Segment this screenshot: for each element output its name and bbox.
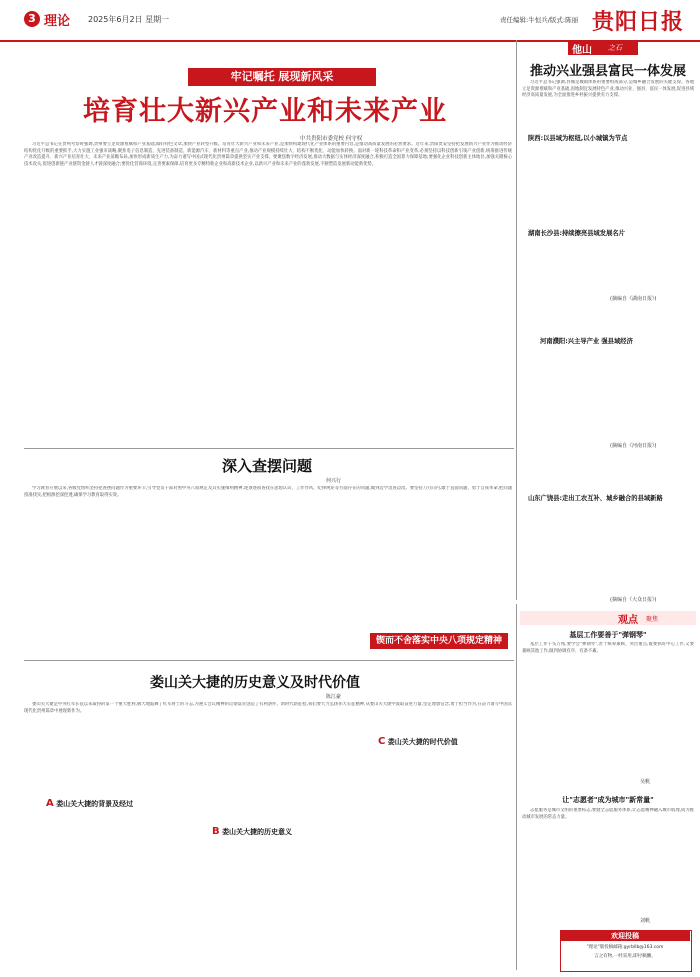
middle-byline: 何兴行 [326, 478, 342, 484]
view-item-body [522, 808, 694, 920]
view-item-author: 吴帆 [640, 779, 651, 785]
editor-credit: 责任编辑:牛恒兵/版式:陈丽 [500, 16, 579, 24]
sidebar-item-heading: 湖南长沙县:持续擦亮县域发展名片 [528, 230, 625, 237]
bottom-headline: 娄山关大捷的历史意义及时代价值 [150, 675, 360, 691]
lead-byline: 中共贵阳市委党校 何守权 [300, 136, 363, 142]
sidebar-title: 推动兴业强县富民一体发展 [529, 64, 686, 79]
bottom-section-heading: A 娄山关大捷的背景及经过 [46, 798, 134, 809]
view-tag-sub: 聚焦 [646, 616, 659, 623]
section-a-title: 娄山关大捷的背景及经过 [56, 800, 134, 808]
middle-article-body [24, 486, 512, 626]
sidebar-item-source: (摘编自《河南日报》) [610, 443, 657, 449]
section-number-badge: 3 [24, 11, 40, 27]
sidebar-tag-main: 他山 [572, 45, 592, 56]
lead-paragraph: 习近平总书记在贵州考察时强调,贵州要立足资源禀赋和产业基础,做好特色文章,加快产业转型升级。培育壮大新兴产业和未来产业,是加快构建现代化产业体系的重要内容,是推动高质量发展的必然要求。近年来,贵阳贵安坚持把发展新兴产业作为推动经济结构优化升级的重要抓手,大力实施工业强市战略,聚焦电子信息制造、先进装备制造、新能源汽车、新材料等重点产业,推动产业规模持续壮大、结构不断优化、动能加快转换。面对新一轮科技革命和产业变革,必须坚持以科技创新引领产业创新,统筹推进传统产业改造提升、新兴产业培育壮大、未来产业前瞻布局,加快形成新质生产力,为奋力谱写中国式现代化贵州篇章提供坚实产业支撑。要聚焦数字经济发展,推动大数据与实体经济深度融合,积极打造全国算力保障基地;要强化企业科技创新主体地位,加强关键核心技术攻关,促进创新链产业链资金链人才链深度融合;要优化营商环境,完善要素保障,培育更多专精特新企业和高新技术企业,以新兴产业和未来产业的蓬勃发展,不断塑造发展新动能新优势。 [24, 142, 512, 168]
sidebar-item-heading: 河南濮阳:兴主导产业 强县域经济 [540, 338, 633, 345]
sidebar-item-source: (摘编自《大众日报》) [610, 597, 657, 603]
column-divider [516, 40, 517, 600]
view-tag-main: 观点 [618, 615, 638, 626]
view-item-body [522, 642, 694, 782]
submission-note: 言之有物,一经采用,即付稿酬。 [594, 954, 656, 959]
sidebar-intro [522, 80, 694, 130]
section-divider [24, 660, 514, 661]
lead-headline: 培育壮大新兴产业和未来产业 [83, 96, 447, 127]
bottom-section-heading: B 娄山关大捷的历史意义 [212, 826, 293, 837]
section-b-title: 娄山关大捷的历史意义 [222, 828, 293, 836]
bottom-paragraph: 娄山关大捷是中央红军长征以来取得的第一个重大胜利,极大地鼓舞了红军将士的斗志,为遵义会议精神的贯彻落实创造了有利条件。新时代新征程,我们要大力弘扬伟大长征精神,从娄山关大捷中汲取奋进力量,坚定理想信念,勇于担当作为,在奋力谱写中国式现代化贵州篇章中展现新作为。 [24, 702, 512, 714]
sidebar-item-heading: 山东广饶县:走出工农互补、城乡融合的县域新路 [528, 495, 663, 502]
submission-email: "理论"版投稿邮箱:gyrbllb@163.com [586, 945, 664, 950]
view-item-author: 刘帆 [640, 918, 651, 924]
sidebar-paragraph: 习近平总书记强调,县城是城镇体系的重要组成部分,是城乡融合发展的关键支撑。各地立足资源禀赋和产业基础,因地制宜发展特色产业,推动兴业、强县、富民一体发展,促进县域经济高质量发展,为全面推进乡村振兴提供有力支撑。 [522, 80, 694, 99]
sidebar-item-heading: 陕西:以县域为枢纽,以小城镇为节点 [528, 135, 628, 142]
middle-headline: 深入查摆问题 [222, 457, 313, 475]
issue-date: 2025年6月2日 星期一 [88, 15, 170, 24]
view-item-headline: 基层工作要善于"弹钢琴" [569, 631, 647, 639]
middle-banner: 锲而不舍落实中央八项规定精神 [370, 633, 508, 649]
view-paragraph: 志愿服务是城市文明的重要标志,要健全志愿服务体系,让志愿精神融入城市肌理,成为推动城市发展的常态力量。 [522, 808, 694, 820]
bottom-byline: 陈江豪 [326, 694, 342, 700]
view-item-headline: 让"志愿者"成为城市"新常量" [562, 796, 654, 804]
middle-paragraph: 学习教育开展以来,各级党组织坚持把查摆问题作为重要环节,引导党员干部对照中央八项规定及其实施细则精神,逐条逐项查找在思想认识、工作作风、纪律规矩等方面存在的问题,做到边学边查边改。要坚持刀刃向内,敢于直面问题、勇于自我革命,把问题找准找实,把根源挖深挖透,确保学习教育取得实效。 [24, 486, 512, 498]
section-divider [24, 448, 514, 449]
view-paragraph: 基层工作千头万绪,要学会"弹钢琴",善于统筹兼顾、突出重点,既要抓好中心工作,又要兼顾其他工作,做到协调有序、有条不紊。 [522, 642, 694, 654]
sidebar-tag-sub: 之石 [608, 44, 622, 52]
submission-notice-heading: 欢迎投稿 [560, 931, 690, 941]
sidebar-item-source: (摘编自《湖南日报》) [610, 296, 657, 302]
section-label: 理论 [44, 14, 71, 29]
view-tag-bar [520, 611, 696, 625]
section-c-title: 娄山关大捷的时代价值 [387, 738, 458, 746]
newspaper-masthead: 贵阳日报 [592, 9, 685, 35]
lead-article-body [24, 142, 512, 442]
bottom-section-heading: C 娄山关大捷的时代价值 [378, 736, 458, 747]
lead-kicker-banner: 牢记嘱托 展现新风采 [188, 68, 376, 86]
column-divider [516, 604, 517, 970]
